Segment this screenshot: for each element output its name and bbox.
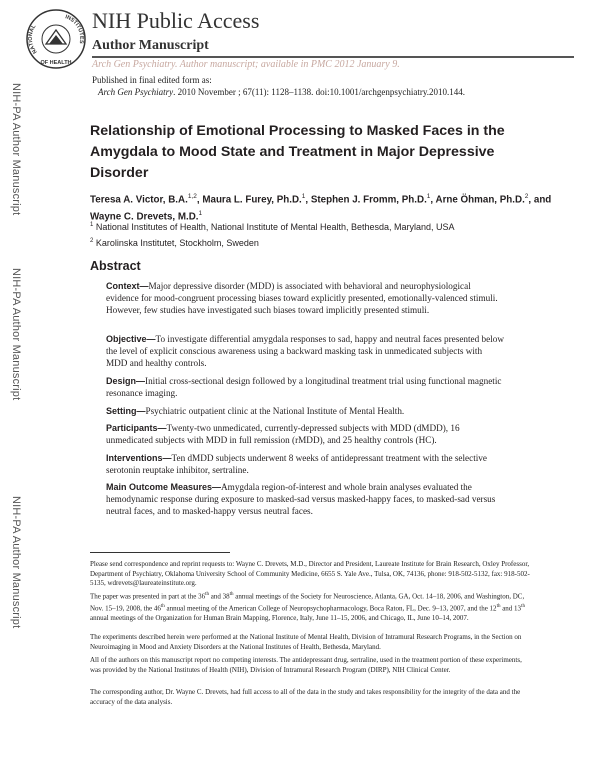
- abstract-setting: [106, 405, 504, 417]
- author-affiliation-marker: 2: [524, 193, 529, 200]
- author-name: Stephen J. Fromm, Ph.D.: [310, 194, 427, 206]
- section-heading: Setting—: [106, 406, 146, 416]
- affiliation-text: National Institutes of Health, National Institute of Mental Health, Bethesda, Maryland, USA: [95, 222, 455, 232]
- affiliation-number: 2: [90, 238, 94, 244]
- author-name: Arne Öhman, Ph.D.: [435, 194, 525, 206]
- affiliation-text: Karolinska Institutet, Stockholm, Sweden: [95, 238, 259, 248]
- article-title: Relationship of Emotional Processing to Masked Faces in the Amygdala to Mood State and Treatment in Major Depressive Disorder: [90, 123, 505, 181]
- section-text: To investigate differential amygdala responses to sad, happy and neutral faces presented below the level of explicit conscious awareness using a backward masking task in unmedicated subjects with MDD and healthy controls.: [106, 334, 504, 369]
- abstract-heading: Abstract: [90, 259, 141, 273]
- availability-text: . Author manuscript; available in PMC 2012 January 9.: [174, 59, 400, 70]
- footnote-experiments: The experiments described herein were performed at the National Institute of Mental Health, Division of Intramural Research Programs, in the Section on Neuroimaging in Mood and Anxiety Disorders at the National Institutes of Health, Bethesda, Maryland.: [90, 633, 522, 651]
- section-text: Ten dMDD subjects underwent 8 weeks of antidepressant treatment with the selective serotonin reuptake inhibitor, sertraline.: [106, 453, 487, 476]
- footnote-text: annual meeting of the American College of Neuropsychopharmacology, Boca Raton, FL, Dec. 9–13, 2007, and the 12: [164, 604, 497, 613]
- abstract-objective: [106, 333, 504, 370]
- footnote-correspondence: Please send correspondence and reprint requests to: Wayne C. Drevets, M.D., Director and President, Laureate Institute for Brain Research, Oxley Professor, Department of Psychiatry, Oklahoma University School of Community Medicine, 6655 S. Yale Ave., Tulsa, OK, 74136, phone: 918-502-5132, fax: 918-502-5135, wdrevets@laureateinstitute.org.: [90, 560, 530, 588]
- abstract-participants: [106, 422, 504, 446]
- sidebar-label-middle: NIH-PA Author Manuscript: [10, 268, 22, 401]
- footnote-text: and 38: [208, 592, 230, 601]
- affiliation-2: [90, 238, 259, 248]
- footnote-rule: [90, 552, 230, 553]
- section-heading: Main Outcome Measures—: [106, 482, 222, 492]
- ordinal-suffix: th: [160, 604, 165, 610]
- sidebar-label-top: NIH-PA Author Manuscript: [10, 83, 22, 216]
- citation-journal: Arch Gen Psychiatry: [98, 87, 174, 97]
- section-text: Psychiatric outpatient clinic at the National Institute of Mental Health.: [145, 406, 405, 416]
- svg-text:INSTITUTES: INSTITUTES: [64, 14, 85, 44]
- section-heading: Design—: [106, 376, 146, 386]
- section-heading: Context—: [106, 281, 149, 291]
- availability-note: [92, 59, 400, 70]
- svg-text:OF HEALTH: OF HEALTH: [40, 60, 72, 66]
- author-affiliation-marker: 1: [301, 193, 306, 200]
- ordinal-suffix: th: [496, 604, 501, 610]
- author-separator: ,: [196, 194, 203, 206]
- citation: [98, 87, 465, 97]
- affiliation-1: [90, 222, 455, 232]
- footnote-access: The corresponding author, Dr. Wayne C. Drevets, had full access to all of the data in the study and takes responsibility for the integrity of the data and the accuracy of the data analysis.: [90, 688, 521, 706]
- footnote-text: The paper was presented in part at the 36: [90, 592, 206, 601]
- journal-name: Arch Gen Psychiatry: [92, 59, 175, 70]
- citation-details: . 2010 November ; 67(11): 1128–1138. doi:10.1001/archgenpsychiatry.2010.144.: [173, 87, 466, 97]
- section-text: Major depressive disorder (MDD) is associated with behavioral and neurophysiological evidence for mood-congruent processing biases toward explicitly presented, emotionally-valenced stimuli. However, few studies have investigated such biases toward implicitly presented stimuli.: [106, 281, 498, 316]
- footnote-text: and 13: [500, 604, 522, 613]
- author-name: Wayne C. Drevets, M.D.: [90, 211, 199, 223]
- ordinal-suffix: th: [205, 592, 209, 597]
- author-separator: , and: [528, 194, 552, 206]
- author-separator: ,: [305, 194, 311, 206]
- author-name: Maura L. Furey, Ph.D.: [202, 194, 302, 206]
- author-name: Teresa A. Victor, B.A.: [90, 194, 188, 206]
- svg-text:NATIONAL: NATIONAL: [27, 23, 39, 55]
- section-heading: Participants—: [106, 423, 167, 433]
- sidebar-label-bottom: NIH-PA Author Manuscript: [10, 496, 22, 629]
- abstract-context: [106, 280, 504, 317]
- section-heading: Interventions—: [106, 453, 172, 463]
- author-affiliation-marker: 1: [426, 193, 431, 200]
- author-affiliation-marker: 1: [198, 209, 203, 217]
- author-separator: ,: [430, 194, 436, 206]
- section-text: Amygdala region-of-interest and whole brain analyses evaluated the hemodynamic response during exposure to masked-sad versus masked-happy faces, to masked-sad versus neutral faces, and to masked-happy versus neutral faces.: [106, 482, 496, 517]
- footnote-presentation: [90, 590, 530, 624]
- nih-seal-logo: [25, 8, 87, 70]
- nih-public-access-title: NIH Public Access: [92, 8, 260, 33]
- section-text: Twenty-two unmedicated, currently-depressed subjects with MDD (dMDD), 16 unmedicated subjects with MDD in full remission (rMDD), and 25 healthy controls (HC).: [106, 423, 460, 446]
- ordinal-suffix: th: [521, 604, 525, 610]
- header-rule: [92, 56, 574, 58]
- ordinal-suffix: th: [229, 592, 234, 597]
- author-list: [90, 190, 570, 224]
- published-label: Published in final edited form as:: [92, 75, 212, 85]
- abstract-design: [106, 375, 504, 399]
- section-text: Initial cross-sectional design followed by a longitudinal treatment trial using functional magnetic resonance imaging.: [106, 376, 502, 399]
- abstract-main-outcome: [106, 481, 504, 518]
- footnote-text: annual meetings of the Society for Neuroscience, Atlanta, GA, Oct. 14–18, 2006, and Washington, DC, Nov. 15–19, 2008, the 46: [90, 592, 525, 613]
- abstract-interventions: [106, 452, 504, 476]
- section-heading: Objective—: [106, 334, 156, 344]
- author-affiliation-marker: 1,2: [187, 193, 197, 200]
- footnote-conflicts: All of the authors on this manuscript report no competing interests. The antidepressant drug, sertraline, used in the treatment portion of these experiments, was provided by the National Institutes of Health (NIH), Division of Intramural Research Program (DIRP), NIH Clinical Center.: [90, 656, 522, 674]
- footnote-text: annual meetings of the Organization for Human Brain Mapping, Florence, Italy, June 11–15, 2006, and Chicago, IL, June 10–14, 2007.: [90, 614, 469, 623]
- affiliation-number: 1: [90, 222, 94, 228]
- author-manuscript-label: Author Manuscript: [92, 38, 209, 53]
